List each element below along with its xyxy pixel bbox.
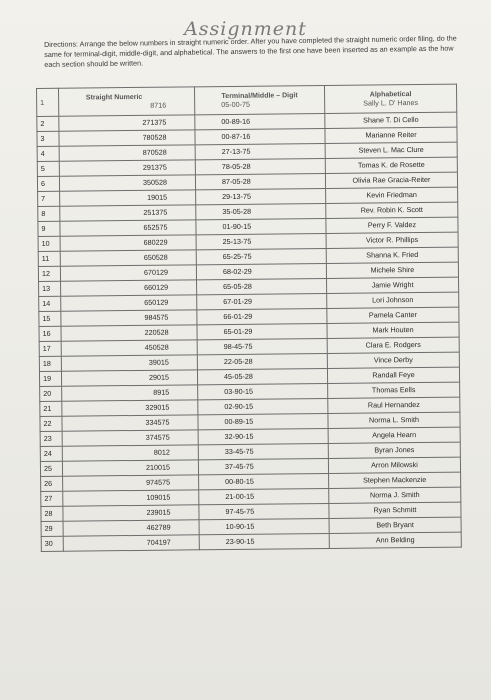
table-row — [37, 84, 457, 117]
row-number: 1 — [37, 88, 59, 117]
straight-numeric-cell — [59, 87, 195, 117]
terminal-digit-cell: 87-05-28 — [195, 174, 325, 190]
terminal-digit-cell: 01-90-15 — [196, 219, 326, 235]
terminal-digit-cell: 00-89-16 — [195, 114, 325, 130]
row-number: 7 — [38, 191, 60, 206]
straight-numeric-cell: 210015 — [62, 460, 198, 476]
terminal-digit-cell: 10-90-15 — [199, 518, 329, 534]
alphabetical-cell: Victor R. Phillips — [326, 232, 458, 248]
alphabetical-cell: Steven L. Mac Clure — [325, 142, 457, 158]
terminal-digit-cell: 98-45-75 — [197, 339, 327, 355]
straight-numeric-value: 8716 — [150, 100, 167, 110]
straight-numeric-cell: 780528 — [59, 130, 195, 146]
straight-numeric-cell: 652575 — [60, 220, 196, 236]
row-number: 17 — [39, 341, 61, 356]
terminal-digit-cell: 65-05-28 — [197, 279, 327, 295]
straight-numeric-cell: 329015 — [62, 400, 198, 416]
terminal-digit-cell: 37-45-75 — [198, 458, 328, 474]
straight-numeric-cell: 19015 — [60, 190, 196, 206]
alphabetical-cell: Shane T. Di Cello — [325, 112, 457, 128]
alphabetical-cell: Stephen Mackenzie — [329, 472, 461, 488]
alphabetical-cell: Thomas Eells — [328, 382, 460, 398]
row-number: 3 — [37, 132, 59, 147]
straight-numeric-cell: 8012 — [62, 445, 198, 461]
straight-numeric-cell: 704197 — [63, 535, 199, 552]
row-number: 13 — [39, 281, 61, 296]
row-number: 19 — [39, 371, 61, 386]
row-number: 14 — [39, 296, 61, 311]
terminal-digit-header: Terminal/Middle – Digit — [221, 91, 298, 100]
terminal-digit-cell: 35-05-28 — [196, 204, 326, 220]
row-number: 16 — [39, 326, 61, 341]
terminal-digit-cell: 65-01-29 — [197, 324, 327, 340]
terminal-digit-value: 05-00-75 — [221, 99, 251, 109]
terminal-digit-cell: 00-80-15 — [199, 473, 329, 489]
terminal-digit-cell: 67-01-29 — [197, 294, 327, 310]
straight-numeric-cell: 8915 — [62, 385, 198, 401]
filing-table-container — [36, 84, 461, 552]
terminal-digit-cell: 45-05-28 — [197, 369, 327, 385]
alphabetical-cell: Ann Belding — [329, 532, 461, 549]
row-number: 6 — [37, 177, 59, 192]
alphabetical-value: Sally L. D' Hanes — [363, 97, 419, 108]
alphabetical-cell: Randall Feye — [327, 367, 459, 383]
straight-numeric-cell: 39015 — [61, 355, 197, 371]
terminal-digit-cell: 78-05-28 — [195, 159, 325, 175]
row-number: 8 — [38, 206, 60, 221]
row-number: 30 — [41, 536, 63, 551]
row-number: 23 — [40, 431, 62, 446]
alphabetical-cell: Ryan Schmitt — [329, 502, 461, 518]
filing-table — [36, 84, 462, 552]
straight-numeric-cell: 271375 — [59, 115, 195, 131]
straight-numeric-cell: 109015 — [63, 490, 199, 506]
straight-numeric-cell: 220528 — [61, 325, 197, 341]
row-number: 11 — [38, 251, 60, 266]
row-number: 21 — [40, 401, 62, 416]
alphabetical-cell: Shanna K. Fried — [326, 247, 458, 263]
terminal-digit-cell: 32-90-15 — [198, 428, 328, 444]
directions-text: Directions: Arrange the below numbers in straight numeric order. After you have completed the straight numeric order filing, do the same for terminal-digit, middle-digit, and alphabetical. The answers to the first one have been inserted as an example as the how each section should be written. — [44, 33, 457, 69]
alphabetical-cell: Perry F. Valdez — [326, 217, 458, 233]
alphabetical-cell: Norma L. Smith — [328, 412, 460, 428]
row-number: 12 — [38, 266, 60, 281]
alphabetical-cell: Lori Johnson — [327, 292, 459, 308]
straight-numeric-cell: 462789 — [63, 520, 199, 536]
row-number: 2 — [37, 117, 59, 132]
row-number: 18 — [39, 356, 61, 371]
terminal-digit-cell — [194, 85, 324, 115]
straight-numeric-cell: 670129 — [60, 265, 196, 281]
straight-numeric-cell: 450528 — [61, 340, 197, 356]
straight-numeric-cell: 291375 — [59, 160, 195, 176]
straight-numeric-cell: 660129 — [61, 280, 197, 296]
row-number: 10 — [38, 236, 60, 251]
alphabetical-cell: Kevin Friedman — [326, 187, 458, 203]
terminal-digit-cell: 66-01-29 — [197, 309, 327, 325]
filing-table-body — [37, 84, 462, 551]
straight-numeric-cell: 984575 — [61, 310, 197, 326]
terminal-digit-cell: 27-13-75 — [195, 144, 325, 160]
straight-numeric-cell: 251375 — [60, 205, 196, 221]
straight-numeric-cell: 350528 — [59, 175, 195, 191]
alphabetical-cell: Arron Milowski — [328, 457, 460, 473]
alphabetical-cell: Jamie Wright — [327, 277, 459, 293]
straight-numeric-cell: 650129 — [61, 295, 197, 311]
row-number: 28 — [41, 506, 63, 521]
terminal-digit-cell: 21-00-15 — [199, 488, 329, 504]
straight-numeric-cell: 870528 — [59, 145, 195, 161]
terminal-digit-cell: 02-90-15 — [198, 398, 328, 414]
alphabetical-cell — [324, 84, 456, 114]
alphabetical-cell: Olivia Rae Gracia-Reiter — [325, 172, 457, 188]
row-number: 22 — [40, 416, 62, 431]
row-number: 29 — [41, 521, 63, 536]
row-number: 27 — [41, 491, 63, 506]
alphabetical-cell: Pamela Canter — [327, 307, 459, 323]
straight-numeric-cell: 680229 — [60, 235, 196, 251]
alphabetical-cell: Norma J. Smith — [329, 487, 461, 503]
alphabetical-cell: Vince Derby — [327, 352, 459, 368]
terminal-digit-cell: 97-45-75 — [199, 503, 329, 519]
row-number: 25 — [40, 461, 62, 476]
terminal-digit-cell: 65-25-75 — [196, 249, 326, 265]
alphabetical-cell: Michele Shire — [326, 262, 458, 278]
alphabetical-cell: Beth Bryant — [329, 517, 461, 533]
terminal-digit-cell: 68-02-29 — [196, 264, 326, 280]
row-number: 26 — [41, 476, 63, 491]
straight-numeric-cell: 974575 — [63, 475, 199, 491]
straight-numeric-cell: 374575 — [62, 430, 198, 446]
terminal-digit-cell: 33-45-75 — [198, 443, 328, 459]
alphabetical-cell: Angela Hearn — [328, 427, 460, 443]
alphabetical-cell: Mark Houten — [327, 322, 459, 338]
alphabetical-cell: Rev. Robin K. Scott — [326, 202, 458, 218]
straight-numeric-cell: 334575 — [62, 415, 198, 431]
terminal-digit-cell: 23-90-15 — [199, 533, 329, 549]
straight-numeric-cell: 239015 — [63, 505, 199, 521]
terminal-digit-cell: 00-87-16 — [195, 129, 325, 145]
row-number: 5 — [37, 162, 59, 177]
terminal-digit-cell: 00-89-15 — [198, 413, 328, 429]
row-number: 15 — [39, 311, 61, 326]
row-number: 4 — [37, 147, 59, 162]
alphabetical-title: Alphabetical — [369, 90, 412, 99]
straight-numeric-cell: 650528 — [60, 250, 196, 266]
alphabetical-cell: Raul Hernandez — [328, 397, 460, 413]
row-number: 24 — [40, 446, 62, 461]
page-title: Assignment — [184, 18, 307, 40]
straight-numeric-cell: 29015 — [61, 370, 197, 386]
alphabetical-cell: Tomas K. de Rosette — [325, 157, 457, 173]
straight-numeric-header: Straight Numeric — [85, 93, 143, 102]
terminal-digit-cell: 03-90-15 — [198, 383, 328, 399]
alphabetical-cell: Marianne Reiter — [325, 127, 457, 143]
table-row — [41, 532, 461, 552]
alphabetical-cell: Byran Jones — [328, 442, 460, 458]
terminal-digit-cell: 29-13-75 — [196, 189, 326, 205]
row-number: 20 — [40, 386, 62, 401]
terminal-digit-cell: 22-05-28 — [197, 354, 327, 370]
row-number: 9 — [38, 221, 60, 236]
alphabetical-cell: Clara E. Rodgers — [327, 337, 459, 353]
terminal-digit-cell: 25-13-75 — [196, 234, 326, 250]
